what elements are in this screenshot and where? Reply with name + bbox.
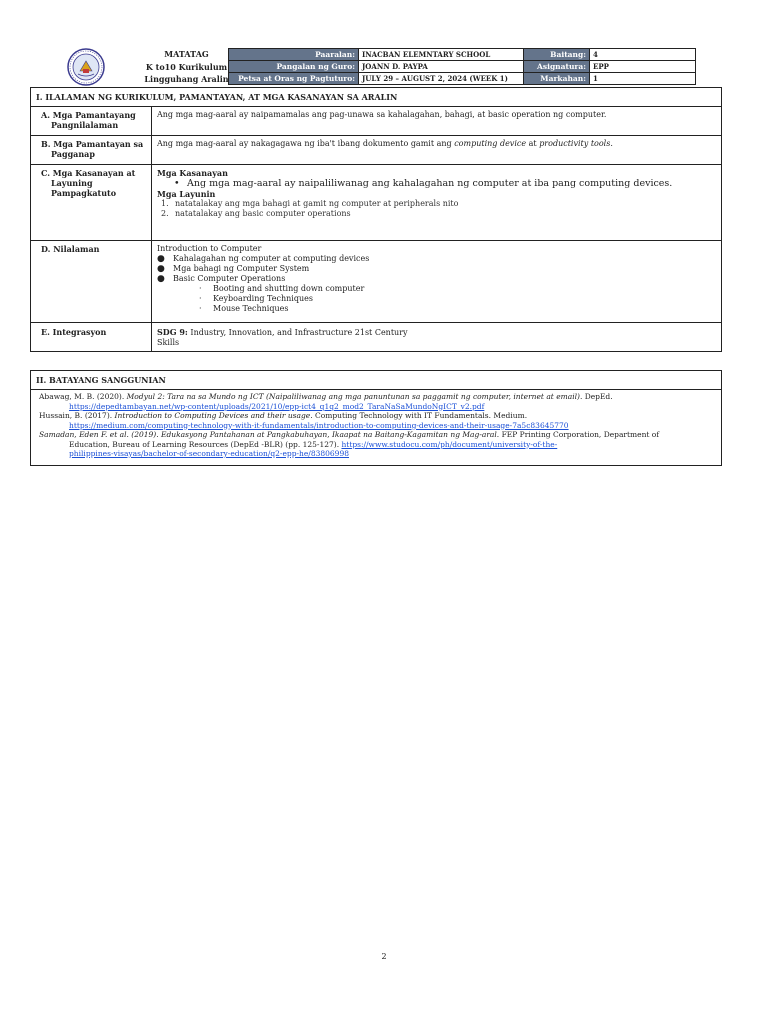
text-performance-standards [152,136,721,164]
item-text: natatalakay ang basic computer operations [175,209,351,218]
list-item [157,209,717,219]
list-item: · Booting and shutting down computer [157,284,717,294]
label-school: Paaralan: [229,49,359,61]
ref-text: Abawag, M. B. (2020). [39,392,127,401]
meta-row-school [229,49,696,61]
text-part: at [526,139,540,148]
deped-seal-icon [66,48,106,86]
label-content-standards [31,107,152,135]
reference-link-line [39,449,715,459]
text-em: computing device [454,139,527,148]
kasanayan-list [157,178,717,189]
label-date: Petsa at Oras ng Pagtuturo: [229,73,359,85]
reference-link[interactable]: https://depedtambayan.net/wp-content/uploads/2021/10/epp-ict4_q1q2_mod2_TaraNaSaMundoNgICT_v2.pdf [69,401,485,411]
label-grade: Baitang: [524,49,590,61]
section-curriculum-content [30,87,722,352]
value-school: INACBAN ELEMNTARY SCHOOL [359,49,524,61]
reference-item [39,411,715,421]
list-item: · Keyboarding Techniques [157,294,717,304]
section-references [30,370,722,466]
meta-row-date [229,73,696,85]
reference-link[interactable]: https://www.studocu.com/ph/document/university-of-the- [341,439,558,449]
section-1-title: I. ILALAMAN NG KURIKULUM, PAMANTAYAN, AT MGA KASANAYAN SA ARALIN [31,88,721,107]
label-performance-standards [31,136,152,164]
reference-line [39,440,715,450]
ref-text: . DepEd. [579,392,613,401]
ref-text: . Computing Technology with IT Fundamentals. Medium. [310,411,528,420]
ref-title: Introduction to Computing Devices and their usage [114,411,311,420]
item-number: 2. [161,209,169,218]
ref-title: Modyul 2: Tara na sa Mundo ng ICT (Naipaliliwanag ang mga panuntunan sa paggamit ng computer, internet at email) [126,392,580,401]
item-text: natatalakay ang mga bahagi at gamit ng computer at peripherals nito [175,199,459,208]
text-content-standards: Ang mga mag-aaral ay naipamamalas ang pag-unawa sa kahalagahan, bahagi, at basic operation ng computer. [157,110,607,119]
sdg-text-line2: Skills [157,338,180,347]
label-line: Layuning [51,178,93,188]
meta-row-teacher [229,61,696,73]
label-content: D. Nilalaman [31,241,152,322]
text-competencies [152,165,721,240]
section-2-title: II. BATAYANG SANGGUNIAN [31,371,721,390]
label-integration: E. Integrasyon [31,323,152,351]
content-sublist [157,284,717,314]
list-item: ● Mga bahagi ng Computer System [157,264,717,274]
reference-item [39,430,715,440]
value-date: JULY 29 – AUGUST 2, 2024 (WEEK 1) [359,73,524,85]
ref-text: . FEP Printing Corporation, Department of [496,430,660,439]
ref-text: Hussain, B. (2017). [39,411,115,420]
ref-title: Samadan, Eden F. et al. (2019). Edukasyong Pantahanan at Pangkabuhayan, Ikaapat na Baitang-Kagamitan ng Mag-aral [39,430,497,439]
objectives-list [157,199,717,219]
text-integration [152,323,721,351]
reference-link-line [39,421,715,431]
label-line: B. Mga Pamantayan sa [41,139,144,149]
label-line: Pangnilalaman [51,120,119,130]
content-list [157,254,717,284]
lesson-meta-table [228,48,696,85]
list-item: ● Kahalagahan ng computer at computing devices [157,254,717,264]
label-line: C. Mga Kasanayan at [41,168,136,178]
page-number: 2 [381,952,387,961]
reference-link[interactable]: philippines-visayas/bachelor-of-secondary-education/q2-epp-he/83806998 [69,449,349,458]
row-competencies [31,165,721,241]
reference-link[interactable]: https://medium.com/computing-technology-with-it-fundamentals/introduction-to-computing-devices-and-their-usage-7a5c83645770 [69,420,569,430]
row-performance-standards [31,136,721,165]
label-quarter: Markahan: [524,73,590,85]
content-intro: Introduction to Computer [157,244,262,253]
row-content [31,241,721,323]
title-line-3: Lingguhang Aralin [144,74,229,84]
text-em: productivity tools [539,139,611,148]
heading-kasanayan: Mga Kasanayan [157,168,228,178]
reference-list [31,390,721,459]
list-item: · Mouse Techniques [157,304,717,314]
title-line-1: MATATAG [164,49,209,59]
label-subject: Asignatura: [524,61,590,73]
label-line: Pampagkatuto [51,188,117,198]
row-content-standards [31,107,721,136]
label-competencies [31,165,152,240]
list-item: • Ang mga mag-aaral ay naipaliliwanag ang kahalagahan ng computer at iba pang computing devices. [187,178,717,189]
value-quarter: 1 [590,73,696,85]
value-teacher: JOANN D. PAYPA [359,61,524,73]
label-line: A. Mga Pamantayang [41,110,136,120]
title-line-2: K to10 Kurikulum [145,61,228,72]
list-item: ● Basic Computer Operations [157,274,717,284]
row-integration [31,323,721,351]
label-line: Pagganap [51,149,95,159]
list-item [157,199,717,209]
value-subject: EPP [590,61,696,73]
reference-link-line [39,402,715,412]
reference-item [39,392,715,402]
value-grade: 4 [590,49,696,61]
text-part: . [610,139,613,148]
sdg-label: SDG 9: [157,327,188,337]
ref-text: Education, Bureau of Learning Resources (DepEd -BLR) (pp. 125-127). [69,439,342,449]
heading-layunin: Mga Layunin [157,189,216,199]
item-number: 1. [161,199,169,208]
sdg-text: Industry, Innovation, and Infrastructure 21st Century [187,328,408,337]
text-part: Ang mga mag-aaral ay nakagagawa ng iba't ibang dokumento gamit ang [157,139,455,148]
label-teacher: Pangalan ng Guro: [229,61,359,73]
text-content [152,241,721,322]
